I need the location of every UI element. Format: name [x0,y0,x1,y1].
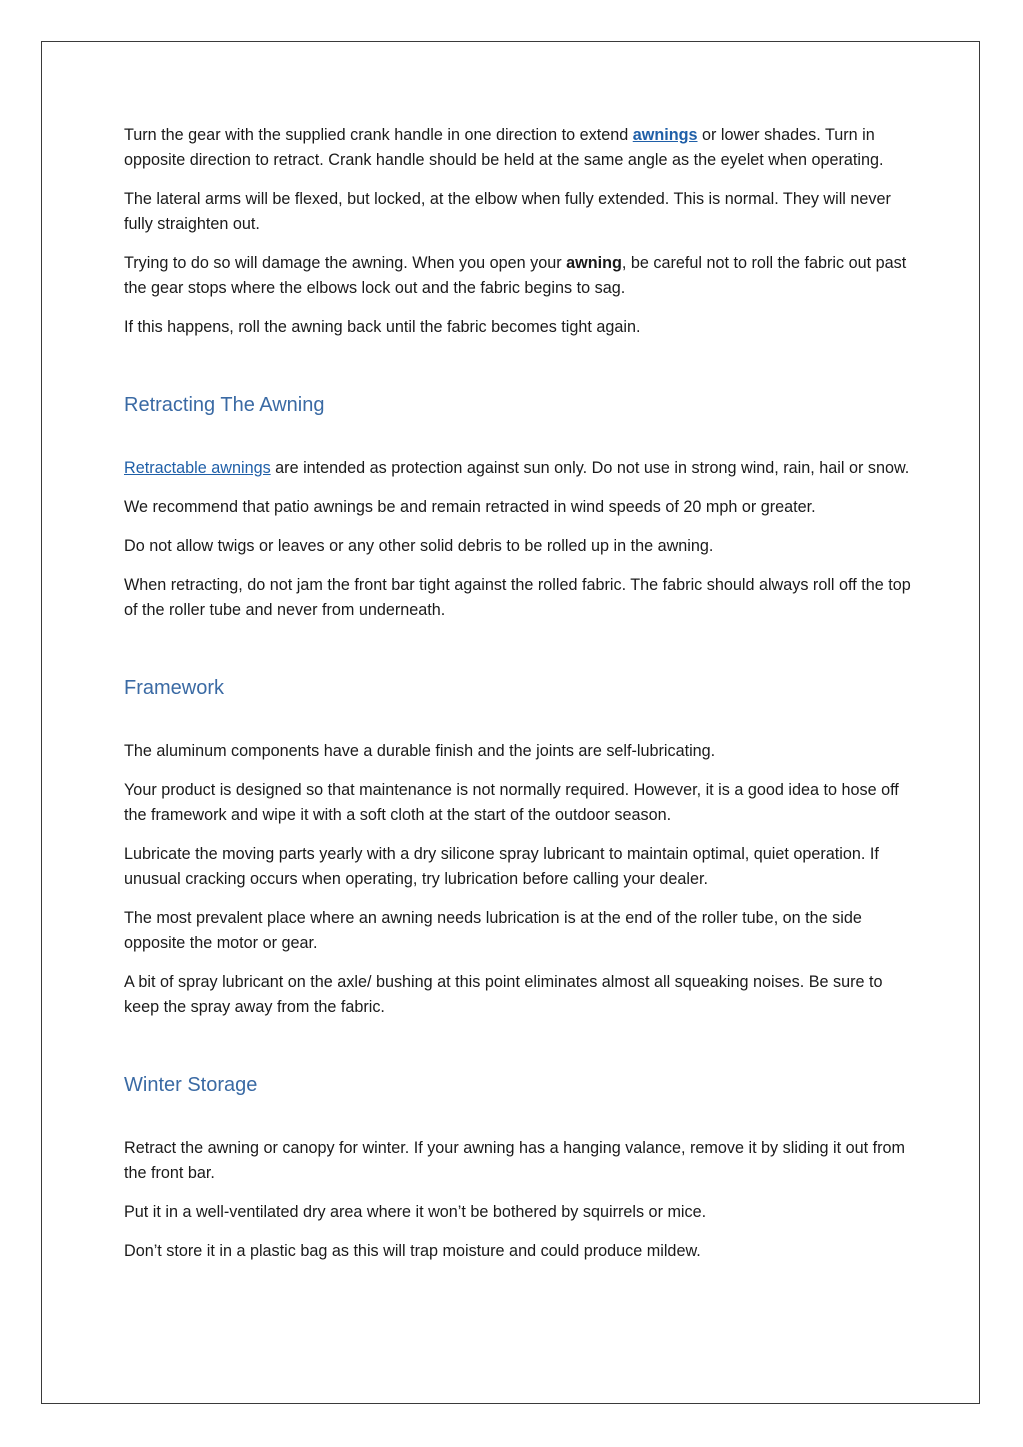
retracting-paragraph-4: When retracting, do not jam the front bar tight against the rolled fabric. The fabric should always roll off the top of the roller tube and never from underneath. [124,576,911,619]
intro-p1-text-b: or lower shades. Turn in opposite direction to retract. Crank handle should be held at the same angle as the eyelet when operating. [124,126,884,169]
retractable-awnings-link[interactable]: Retractable awnings [124,459,271,477]
awnings-link[interactable]: awnings [632,126,698,144]
intro-paragraph-4: If this happens, roll the awning back until the fabric becomes tight again. [124,318,641,336]
retracting-p1-text: are intended as protection against sun only. Do not use in strong wind, rain, hail or snow. [270,459,910,477]
intro-p1-text-a: Turn the gear with the supplied crank handle in one direction to extend [124,126,633,144]
awning-bold-term: awning [566,254,622,272]
framework-paragraph-5: A bit of spray lubricant on the axle/ bushing at this point eliminates almost all squeaking noises. Be sure to keep the spray away from the fabric. [124,973,883,1016]
intro-paragraph-1 [124,123,914,173]
framework-paragraph-4: The most prevalent place where an awning needs lubrication is at the end of the roller tube, on the side opposite the motor or gear. [124,909,862,952]
framework-paragraph-3: Lubricate the moving parts yearly with a dry silicone spray lubricant to maintain optimal, quiet operation. If unusual cracking occurs when operating, try lubrication before calling your dealer. [124,845,879,888]
retracting-paragraph-2: We recommend that patio awnings be and remain retracted in wind speeds of 20 mph or greater. [124,498,816,516]
intro-paragraph-3 [124,251,914,301]
section-heading-winter-storage: Winter Storage [124,1074,258,1096]
framework-paragraph-1: The aluminum components have a durable finish and the joints are self-lubricating. [124,742,716,760]
section-heading-framework: Framework [124,677,225,699]
intro-paragraph-2: The lateral arms will be flexed, but locked, at the elbow when fully extended. This is normal. They will never fully straighten out. [124,190,891,233]
winter-paragraph-2: Put it in a well-ventilated dry area where it won’t be bothered by squirrels or mice. [124,1203,707,1221]
intro-p3-text-b: , be careful not to roll the fabric out past the gear stops where the elbows lock out and the fabric begins to sag. [124,254,907,297]
winter-paragraph-3: Don’t store it in a plastic bag as this will trap moisture and could produce mildew. [124,1242,701,1260]
retracting-paragraph-3: Do not allow twigs or leaves or any other solid debris to be rolled up in the awning. [124,537,714,555]
retracting-paragraph-1 [124,456,914,481]
winter-paragraph-1: Retract the awning or canopy for winter. If your awning has a hanging valance, remove it by sliding it out from the front bar. [124,1139,906,1182]
section-heading-retracting: Retracting The Awning [124,394,325,416]
intro-p3-text-a: Trying to do so will damage the awning. When you open your [124,254,567,272]
framework-paragraph-2: Your product is designed so that maintenance is not normally required. However, it is a good idea to hose off the framework and wipe it with a soft cloth at the start of the outdoor season. [124,781,899,824]
document-body [124,123,914,1278]
